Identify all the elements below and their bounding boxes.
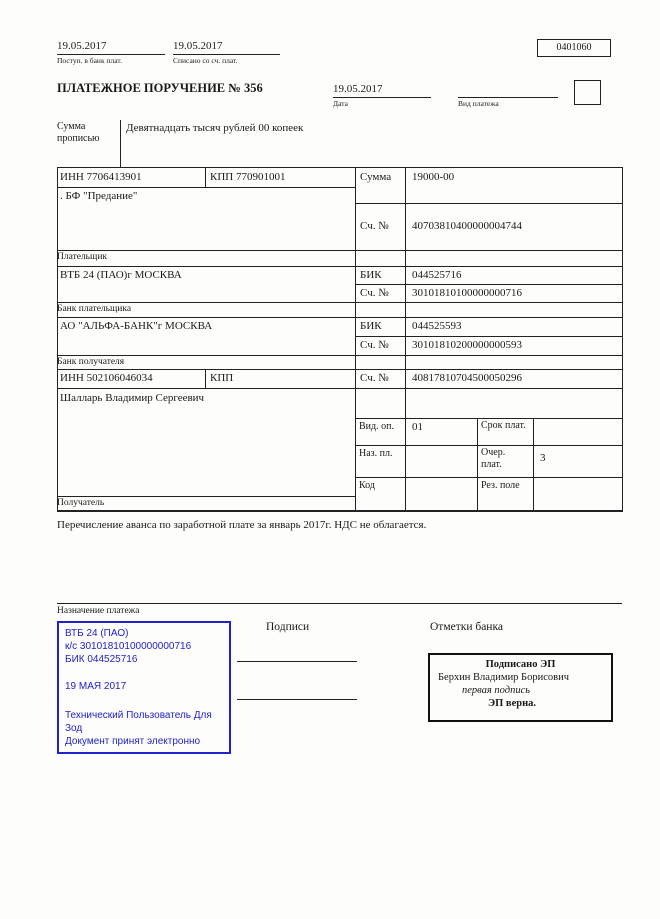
status-box [574,80,601,105]
debited-label: Списано со сч. плат. [173,56,238,65]
received-in-bank-date: 19.05.2017 [57,40,107,52]
grid-line [120,120,121,167]
payer-name: . БФ "Предание" [60,190,138,202]
payee-bank-account-label: Сч. № [360,339,389,351]
payer-bank-bik: 044525716 [412,269,462,281]
grid-line [57,167,58,510]
payee-kpp-label: КПП [210,372,234,384]
code-label: Код [359,480,375,491]
op-type-value: 01 [412,421,423,433]
payer-account: 40703810400000004744 [412,220,522,232]
amount-in-words: Девятнадцать тысяч рублей 00 копеек [126,122,304,134]
payer-inn: ИНН 7706413901 [60,171,142,183]
date-label: Дата [333,99,348,108]
form-code-box: 0401060 [537,39,611,57]
payment-purpose-text: Перечисление аванса по заработной плате за январь 2017г. НДС не облагается. [57,519,427,531]
grid-line [57,167,622,168]
grid-line [57,266,622,267]
grid-line [57,317,622,318]
grid-line [57,369,622,370]
payee-bank-account: 30101810200000000593 [412,339,522,351]
grid-line [355,336,622,337]
grid-line [57,510,622,512]
sum-label: Сумма [360,171,392,183]
stamp-note: Документ принят электронно [65,736,201,747]
payee-bank-bik-label: БИК [360,320,382,332]
payer-section-label: Плательщик [57,252,108,262]
grid-line [57,187,355,188]
op-type-label: Вид. оп. [359,421,394,432]
payment-type-label: Вид платежа [458,99,499,108]
grid-line [355,203,622,204]
purpose-code-label: Наз. пл. [359,448,393,459]
payee-bank-name: АО "АЛЬФА-БАНК"г МОСКВА [60,320,213,332]
grid-line [57,388,622,389]
payee-name: Шалларь Владимир Сергеевич [60,392,205,404]
payer-bank-section-label: Банк плательщика [57,304,132,314]
grid-line [57,603,622,604]
bank-stamp [57,621,231,754]
grid-line [622,167,623,512]
esign-kind: первая подпись [462,685,531,697]
payer-account-label: Сч. № [360,220,389,232]
due-date-label: Срок плат. [481,420,526,431]
stamp-bank-name: ВТБ 24 (ПАО) [65,628,129,639]
payee-account-label: Сч. № [360,372,389,384]
esign-stamp [428,653,613,722]
grid-line [57,355,622,356]
underline [173,54,280,55]
grid-line [355,445,622,446]
payee-bank-section-label: Банк получателя [57,357,125,367]
grid-line [477,418,478,510]
debited-date: 19.05.2017 [173,40,223,52]
stamp-bik: БИК 044525716 [65,654,138,665]
stamp-corr-account: к/с 30101810100000000716 [65,641,192,652]
doc-date: 19.05.2017 [333,83,383,95]
payee-account: 40817810704500050296 [412,372,522,384]
bank-marks-label: Отметки банка [430,621,503,633]
grid-line [405,167,406,510]
grid-line [355,418,622,419]
signature-line [237,699,357,700]
grid-line [355,167,356,510]
esign-title: Подписано ЭП [485,659,556,670]
payer-kpp: КПП 770901001 [210,171,286,183]
priority-value: 3 [540,452,546,464]
amount-in-words-label: Сумма прописью [57,121,100,144]
reserve-field-label: Рез. поле [481,480,520,491]
signature-line [237,661,357,662]
received-in-bank-label: Поступ. в банк плат. [57,56,122,65]
grid-line [205,369,206,388]
grid-line [205,167,206,187]
payee-inn: ИНН 502106046034 [60,372,153,384]
esign-signer: Берхин Владимир Борисович [438,672,569,684]
payer-bank-account: 30101810100000000716 [412,287,522,299]
sum-value: 19000-00 [412,171,455,183]
stamp-date: 19 МАЯ 2017 [65,681,127,692]
grid-line [57,496,355,497]
grid-line [57,302,622,303]
payer-bank-bik-label: БИК [360,269,382,281]
grid-line [57,250,622,251]
underline [57,54,165,55]
signatures-label: Подписи [266,621,310,633]
payment-purpose-label: Назначение платежа [57,606,140,616]
doc-title: ПЛАТЕЖНОЕ ПОРУЧЕНИЕ № 356 [57,81,263,95]
esign-valid-note: ЭП верна. [488,698,537,710]
grid-line [355,284,622,285]
grid-line [533,418,534,510]
grid-line [355,477,622,478]
underline [458,97,558,98]
payee-section-label: Получатель [57,498,105,508]
priority-label: Очер. плат. [481,447,506,470]
stamp-user: Технический Пользователь Для Зод [65,710,212,734]
payer-bank-account-label: Сч. № [360,287,389,299]
underline [333,97,431,98]
payee-bank-bik: 044525593 [412,320,462,332]
payer-bank-name: ВТБ 24 (ПАО)г МОСКВА [60,269,182,281]
